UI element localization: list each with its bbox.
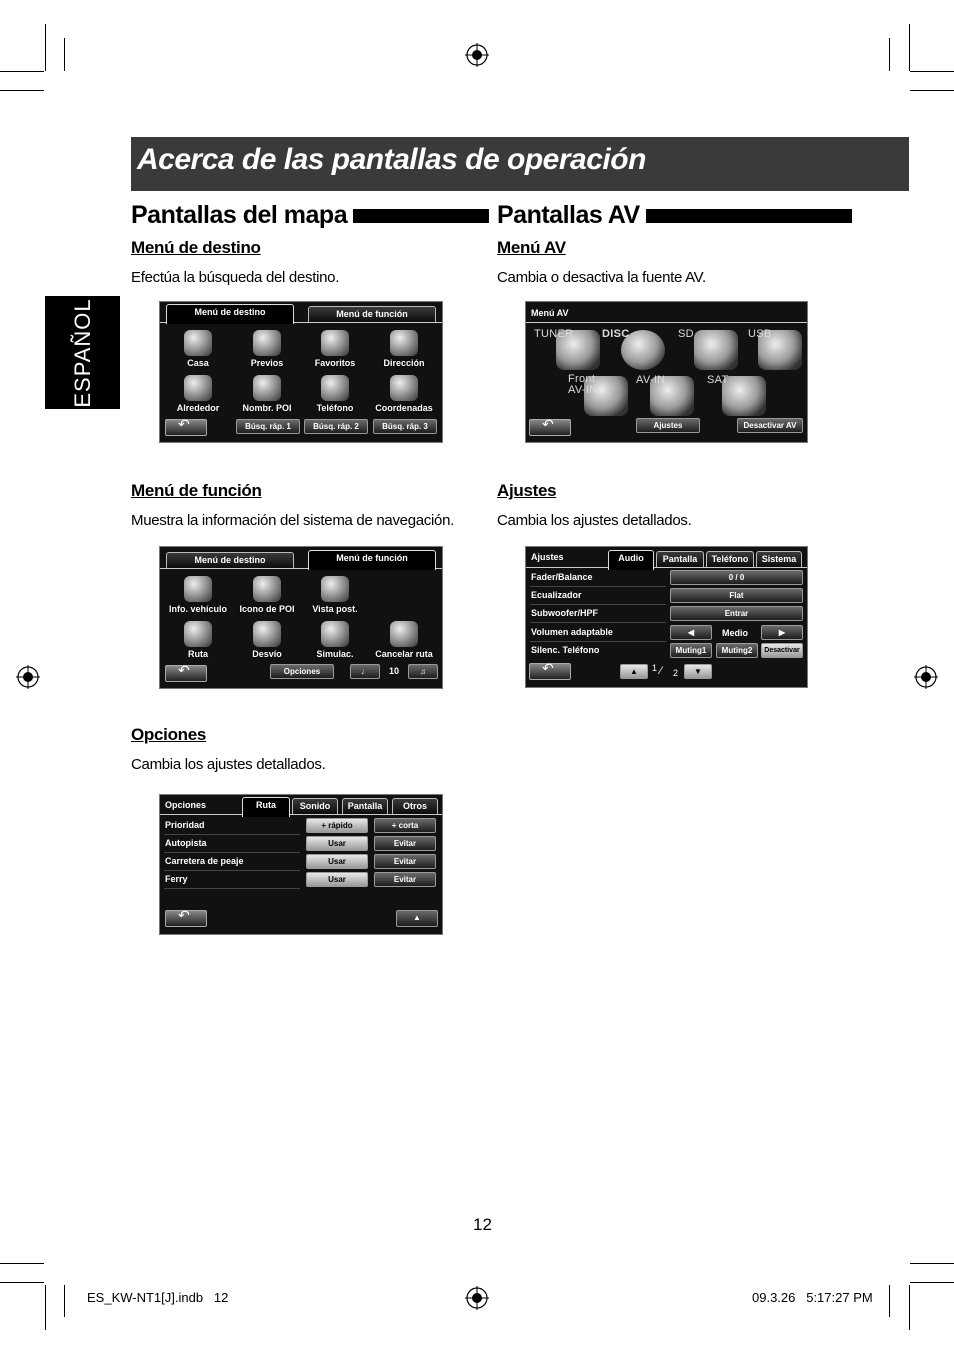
registration-mark-icon [914,665,938,689]
opciones-button[interactable]: Opciones [270,664,334,679]
section-heading-mapa [131,201,489,230]
flag-icon [253,330,281,356]
subheading-opciones: Opciones [131,725,207,744]
favoritos-button[interactable]: Favoritos [303,328,367,368]
av-in-source[interactable]: AV-IN [636,374,666,386]
registration-mark-icon [16,665,40,689]
navigation-arrow-icon: ▲ [413,913,421,922]
page-separator: ∕ [660,665,662,677]
crop-mark [45,24,46,71]
footer-timestamp: 09.3.26 5:17:27 PM [752,1290,873,1305]
detour-icon [253,621,281,647]
volume-adapt-up-button[interactable] [761,625,803,640]
page-number: 12 [473,1215,492,1234]
row-label: Silenc. Teléfono [531,645,600,655]
row-label: Ecualizador [531,590,582,600]
subheading-menu-destino: Menú de destino [131,238,261,257]
icono-poi-button[interactable]: Icono de POI [235,574,299,614]
ajustes-button[interactable]: Ajustes [636,418,700,433]
usb-source[interactable]: USB [748,328,772,340]
vehicle-info-icon [184,576,212,602]
phone-book-icon [321,375,349,401]
subwoofer-button[interactable]: Entrar [670,606,803,621]
arrow-down-icon: ▼ [694,667,702,676]
poi-icon [253,576,281,602]
crop-mark [910,71,954,72]
crop-mark [64,1285,65,1317]
screen-menu-funcion [159,546,443,689]
simulac-button[interactable]: Simulac. [303,619,367,659]
sd-card-icon[interactable] [694,330,738,370]
page-title: Acerca de las pantallas de operación [137,143,646,176]
cancelar-ruta-button[interactable]: Cancelar ruta [372,619,436,659]
muting2-button[interactable]: Muting2 [716,643,758,658]
heading-bar [353,209,489,223]
row-label: Volumen adaptable [531,627,613,637]
autopista-option-b[interactable]: Evitar [374,836,436,851]
prioridad-option-a[interactable]: + rápido [306,818,368,833]
crop-mark [0,1263,44,1264]
panel-title: Menú AV [531,308,569,318]
subheading-ajustes: Ajustes [497,481,557,500]
tab-audio[interactable]: Audio [608,550,654,570]
simulation-icon [321,621,349,647]
crop-mark [0,71,44,72]
section-heading-text: Pantallas del mapa [131,201,348,229]
tab-sistema[interactable]: Sistema [756,551,802,567]
crop-mark [909,24,910,71]
peaje-option-b[interactable]: Evitar [374,854,436,869]
ferry-option-a[interactable]: Usar [306,872,368,887]
language-tab-label: ESPAÑOL [69,297,95,408]
navigate-button[interactable] [396,910,438,927]
page-total: 2 [673,668,679,678]
registration-mark-icon [465,1286,489,1310]
tab-pantalla[interactable]: Pantalla [656,551,704,567]
poi-name-icon [253,375,281,401]
row-label: Fader/Balance [531,572,593,582]
title-banner [131,137,909,191]
row-label: Autopista [165,838,207,848]
tab-menu-destino[interactable]: Menú de destino [166,552,294,568]
camera-icon [321,576,349,602]
autopista-option-a[interactable]: Usar [306,836,368,851]
ferry-option-b[interactable]: Evitar [374,872,436,887]
busq-rap-2-button[interactable]: Búsq. ráp. 2 [304,419,368,434]
vista-post-button[interactable]: Vista post. [303,574,367,614]
busq-rap-1-button[interactable]: Búsq. ráp. 1 [236,419,300,434]
tab-pantalla[interactable]: Pantalla [342,798,388,814]
row-label: Carretera de peaje [165,856,244,866]
screen-ajustes [525,546,808,688]
peaje-option-a[interactable]: Usar [306,854,368,869]
speaker-low-icon: ♩ [361,667,369,676]
tab-sonido[interactable]: Sonido [292,798,338,814]
casa-button[interactable]: Casa [166,328,230,368]
cancel-route-icon [390,621,418,647]
crop-mark [64,38,65,71]
volumen-adaptable-value: Medio [722,628,748,638]
sat-source[interactable]: SAT [707,374,729,386]
row-label: Prioridad [165,820,205,830]
crop-mark [0,1282,44,1283]
tab-menu-funcion[interactable]: Menú de función [308,550,436,570]
tab-menu-destino[interactable]: Menú de destino [166,304,294,324]
star-icon [321,330,349,356]
tab-otros[interactable]: Otros [392,798,438,814]
previos-button[interactable]: Previos [235,328,299,368]
sd-source[interactable]: SD [678,328,694,340]
book-icon [390,330,418,356]
crop-mark [910,1263,954,1264]
crop-mark [889,1285,890,1317]
row-label: Ferry [165,874,188,884]
back-button[interactable] [529,663,571,680]
footer-file-info: ES_KW-NT1[J].indb 12 [87,1290,229,1305]
panel-title: Ajustes [531,552,564,562]
direccion-button[interactable]: Dirección [372,328,436,368]
tab-ruta[interactable]: Ruta [242,797,290,817]
busq-rap-3-button[interactable]: Búsq. ráp. 3 [373,419,437,434]
desactivar-button[interactable]: Desactivar [761,643,803,658]
fader-balance-button[interactable]: 0 / 0 [670,570,803,585]
volume-up-button[interactable] [408,664,438,679]
muting1-button[interactable]: Muting1 [670,643,712,658]
alrededor-button[interactable]: Alrededor [166,373,230,413]
description-opciones: Cambia los ajustes detallados. [131,756,326,773]
speaker-high-icon: ♫ [420,667,426,676]
language-tab [45,296,120,409]
page-current: 1 [652,663,658,673]
back-button[interactable] [165,910,207,927]
section-heading-text: Pantallas AV [497,201,640,229]
desvio-button[interactable]: Desvío [235,619,299,659]
page-up-button[interactable] [620,664,648,679]
poi-parking-icon [184,375,212,401]
back-button[interactable] [165,665,207,682]
coordenadas-button[interactable]: Coordenadas [372,373,436,413]
subheading-menu-funcion: Menú de función [131,481,262,500]
back-button[interactable] [529,419,571,436]
tab-menu-funcion[interactable]: Menú de función [308,306,436,322]
tab-telefono[interactable]: Teléfono [706,551,754,567]
crop-mark [0,90,44,91]
volume-down-button[interactable] [350,664,380,679]
arrow-right-icon: ▶ [778,628,786,637]
crop-mark [909,1285,910,1330]
home-icon [184,330,212,356]
front-av-in-source[interactable]: Front AV-IN [568,373,598,396]
back-button[interactable] [165,419,207,436]
telefono-button[interactable]: Teléfono [303,373,367,413]
screen-menu-av [525,301,808,443]
description-menu-destino: Efectúa la búsqueda del destino. [131,269,340,286]
arrow-up-icon: ▲ [630,667,638,676]
info-vehiculo-button[interactable]: Info. vehículo [166,574,230,614]
desactivar-av-button[interactable]: Desactivar AV [737,418,803,433]
crop-mark [889,38,890,71]
crop-mark [45,1285,46,1330]
screen-opciones [159,794,443,935]
screen-menu-destino [159,301,443,443]
heading-bar [646,209,852,223]
prioridad-option-b[interactable]: + corta [374,818,436,833]
description-ajustes: Cambia los ajustes detallados. [497,512,692,529]
arrow-left-icon: ◀ [687,628,695,637]
page-down-button[interactable] [684,664,712,679]
panel-title: Opciones [165,800,207,810]
route-map-icon [184,621,212,647]
crop-mark [910,90,954,91]
description-menu-av: Cambia o desactiva la fuente AV. [497,269,706,286]
description-menu-funcion: Muestra la información del sistema de navegación. [131,512,454,529]
crop-mark [910,1282,954,1283]
nombr-poi-button[interactable]: Nombr. POI [235,373,299,413]
ecualizador-button[interactable]: Flat [670,588,803,603]
section-heading-av [497,201,852,230]
subheading-menu-av: Menú AV [497,238,566,257]
row-label: Subwoofer/HPF [531,608,598,618]
disc-source[interactable]: DISC [602,328,630,340]
volume-value: 10 [389,666,400,676]
tuner-source[interactable]: TUNER [534,328,574,340]
globe-icon [390,375,418,401]
volume-adapt-down-button[interactable] [670,625,712,640]
registration-mark-icon [465,43,489,67]
satellite-icon[interactable] [722,376,766,416]
ruta-button[interactable]: Ruta [166,619,230,659]
